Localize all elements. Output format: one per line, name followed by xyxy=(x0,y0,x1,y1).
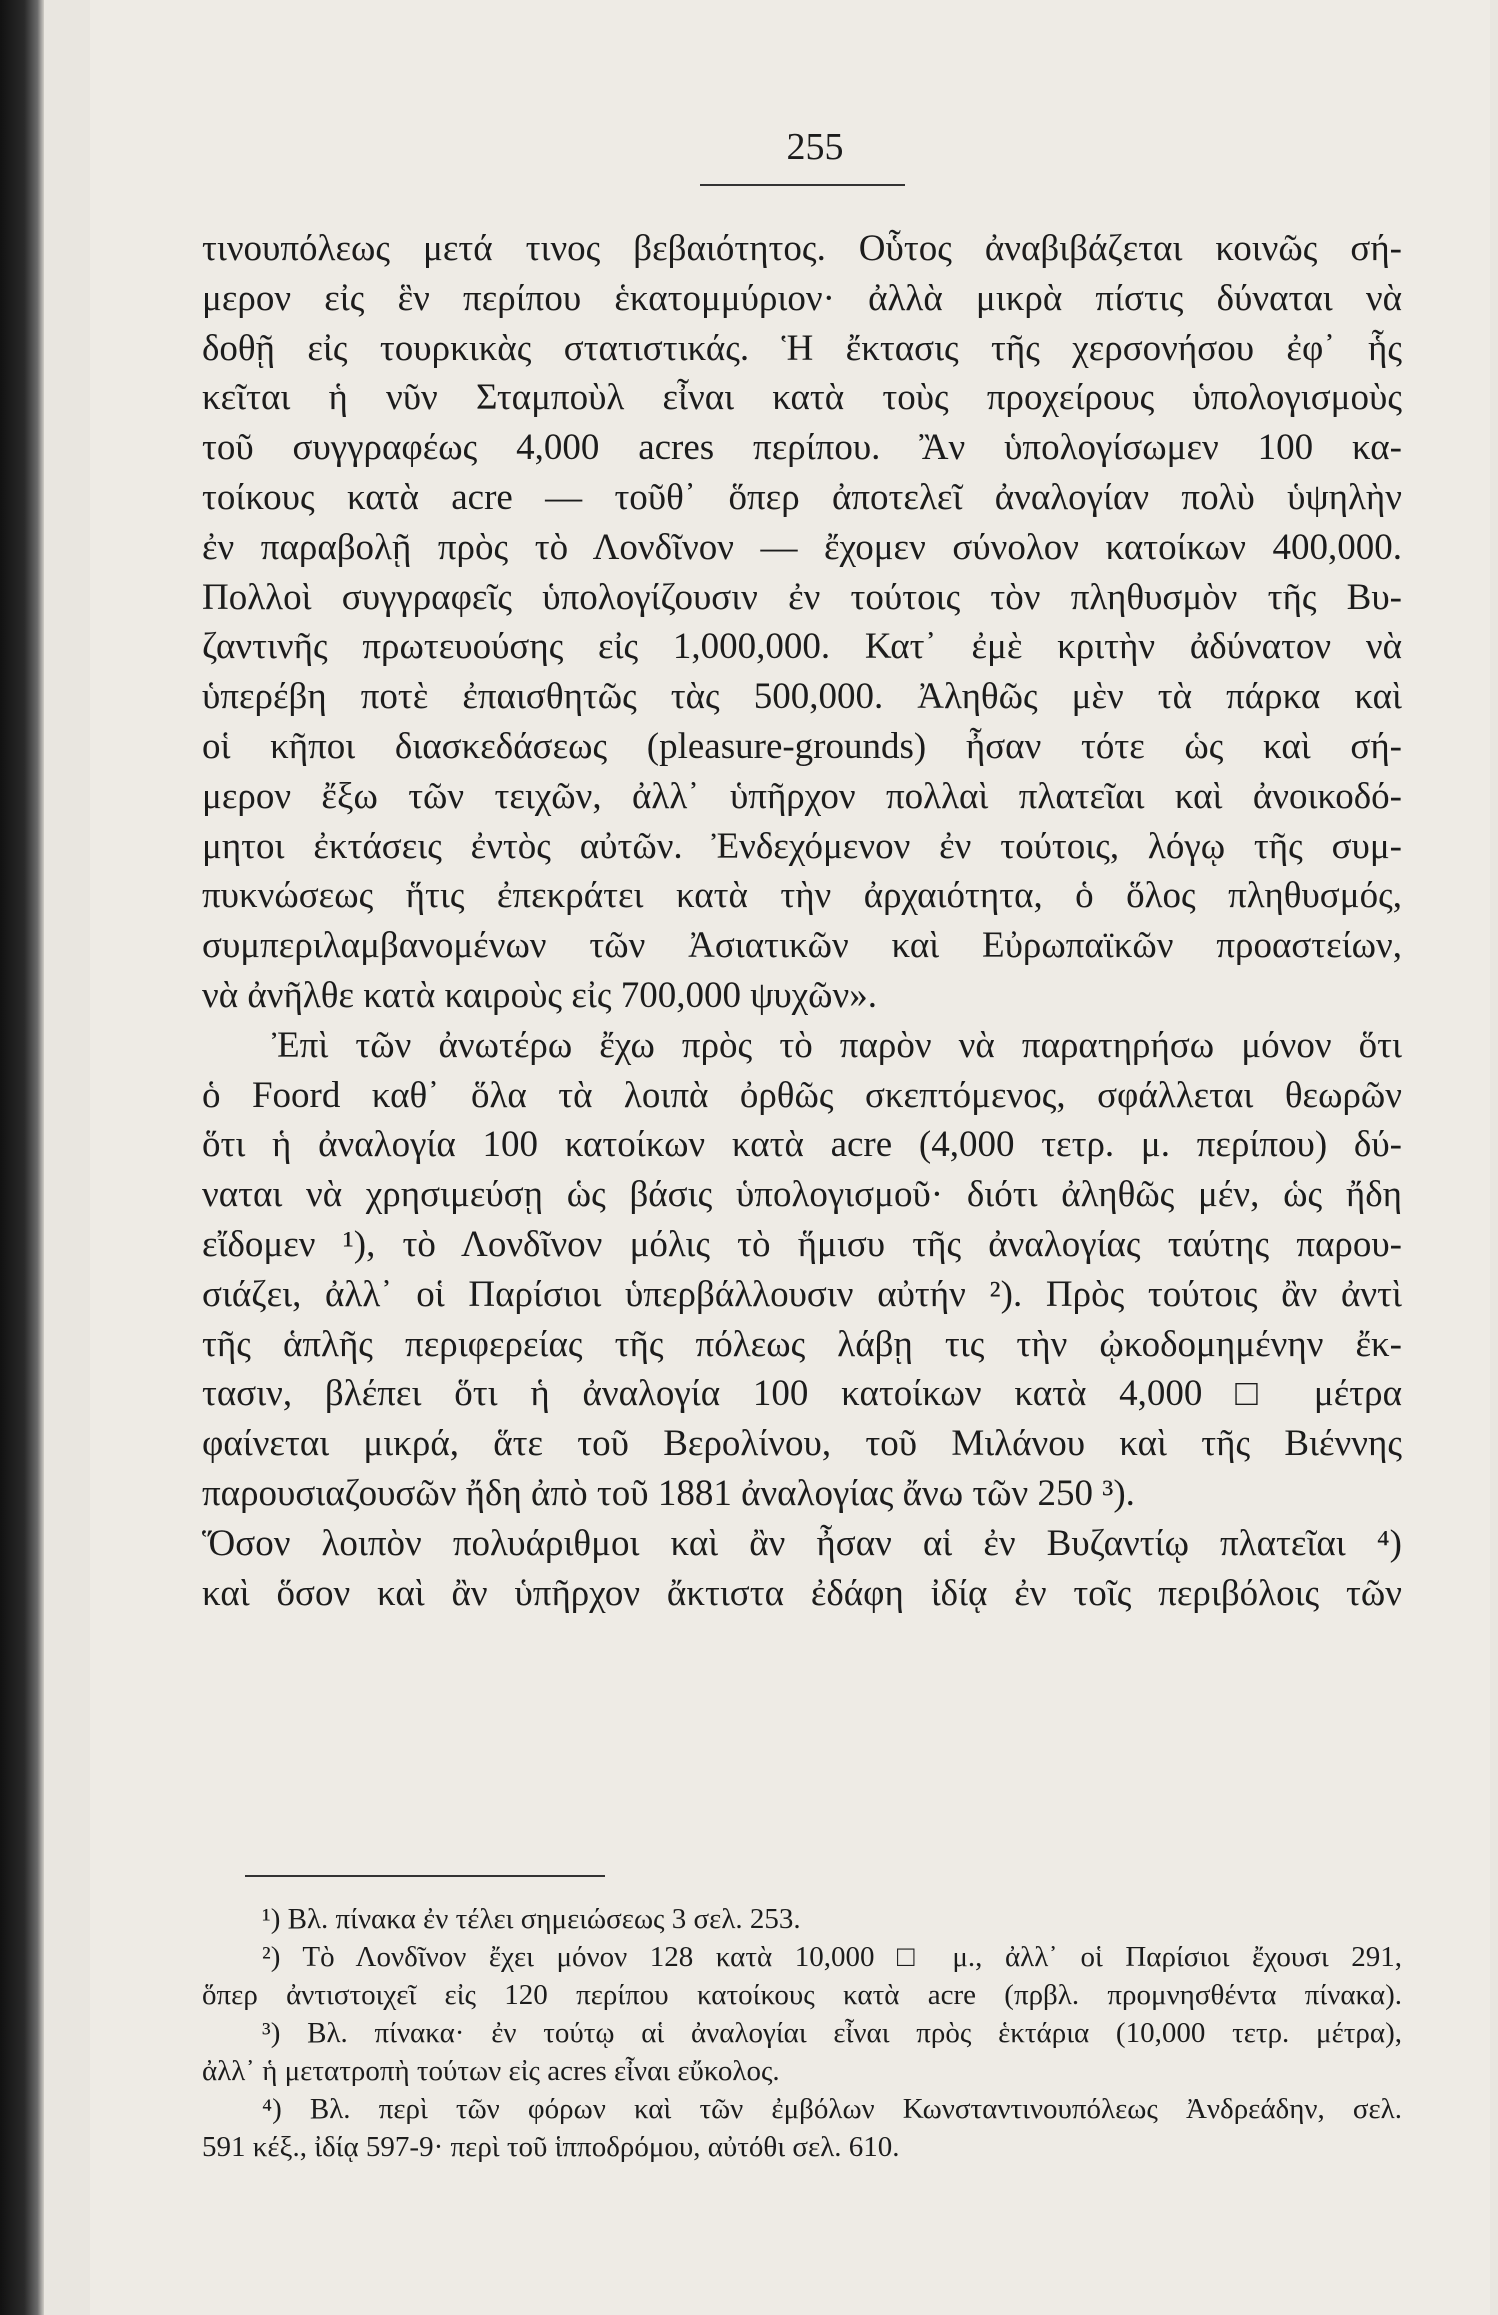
book-binding-edge xyxy=(0,0,44,2315)
text-line: τινουπόλεως μετά τινος βεβαιότητος. Οὗτος ἀναβιβάζεται κοινῶς σή- xyxy=(202,228,1402,269)
footnote-line: ²) Τὸ Λονδῖνον ἔχει μόνον 128 κατὰ 10,000 □ μ., ἀλλ᾽ οἱ Παρίσιοι ἔχουσι 291, xyxy=(262,1941,1402,1973)
text-line: καὶ ὅσον καὶ ἂν ὑπῆρχον ἄκτιστα ἐδάφη ἰδίᾳ ἐν τοῖς περιβόλοις τῶν xyxy=(202,1572,1402,1614)
text-line: τῆς ἁπλῆς περιφερείας τῆς πόλεως λάβῃ τις τὴν ᾠκοδομημένην ἔκ- xyxy=(202,1323,1402,1365)
text-line: φαίνεται μικρά, ἅτε τοῦ Βερολίνου, τοῦ Μιλάνου καὶ τῆς Βιέννης xyxy=(202,1423,1402,1465)
footnote-line: ³) Βλ. πίνακα· ἐν τούτῳ αἱ ἀναλογίαι εἶναι πρὸς ἑκτάρια (10,000 τετρ. μέτρα), xyxy=(262,2017,1402,2049)
text-line: παρουσιαζουσῶν ἤδη ἀπὸ τοῦ 1881 ἀναλογίας ἄνω τῶν 250 ³). xyxy=(202,1472,1135,1514)
text-line: οἱ κῆποι διασκεδάσεως (pleasure-grounds) ἦσαν τότε ὡς καὶ σή- xyxy=(202,725,1402,767)
text-line: κεῖται ἡ νῦν Σταμποὺλ εἶναι κατὰ τοὺς προχείρους ὑπολογισμοὺς xyxy=(202,377,1402,419)
header-rule xyxy=(700,184,905,186)
text-line: δοθῇ εἰς τουρκικὰς στατιστικάς. Ἡ ἔκτασις τῆς χερσονήσου ἐφ᾽ ἧς xyxy=(202,327,1402,369)
footnote-line: 591 κέξ., ἰδίᾳ 597-9· περὶ τοῦ ἱπποδρόμου, αὐτόθι σελ. 610. xyxy=(202,2131,900,2163)
text-line: Πολλοὶ συγγραφεῖς ὑπολογίζουσιν ἐν τούτοις τὸν πληθυσμὸν τῆς Βυ- xyxy=(202,576,1402,618)
footnote-line: ⁴) Βλ. περὶ τῶν φόρων καὶ τῶν ἐμβόλων Κωνσταντινουπόλεως Ἀνδρεάδην, σελ. xyxy=(262,2093,1402,2125)
text-line: ὑπερέβη ποτὲ ἐπαισθητῶς τὰς 500,000. Ἀληθῶς μὲν τὰ πάρκα καὶ xyxy=(202,676,1402,718)
text-line: νὰ ἀνῆλθε κατὰ καιροὺς εἰς 700,000 ψυχῶν». xyxy=(202,974,877,1016)
text-line: ὁ Foord καθ᾽ ὅλα τὰ λοιπὰ ὀρθῶς σκεπτόμενος, σφάλλεται θεωρῶν xyxy=(202,1074,1402,1116)
text-line: εἴδομεν ¹), τὸ Λονδῖνον μόλις τὸ ἥμισυ τῆς ἀναλογίας ταύτης παρου- xyxy=(202,1223,1402,1265)
text-line: Ὅσον λοιπὸν πολυάριθμοι καὶ ἂν ἦσαν αἱ ἐν Βυζαντίῳ πλατεῖαι ⁴) xyxy=(202,1522,1402,1564)
text-line: σιάζει, ἀλλ᾽ οἱ Παρίσιοι ὑπερβάλλουσιν αὐτήν ²). Πρὸς τούτοις ἂν ἀντὶ xyxy=(202,1273,1402,1315)
text-line: τασιν, βλέπει ὅτι ἡ ἀναλογία 100 κατοίκων κατὰ 4,000 □ μέτρα xyxy=(202,1373,1402,1415)
text-line: ναται νὰ χρησιμεύσῃ ὡς βάσις ὑπολογισμοῦ· διότι ἀληθῶς μέν, ὡς ἤδη xyxy=(202,1174,1402,1216)
text-line: ἐν παραβολῇ πρὸς τὸ Λονδῖνον — ἔχομεν σύνολον κατοίκων 400,000. xyxy=(202,526,1402,568)
footnote-rule xyxy=(245,1875,605,1877)
footnote-line: ¹) Βλ. πίνακα ἐν τέλει σημειώσεως 3 σελ. 253. xyxy=(262,1903,801,1935)
text-line: συμπεριλαμβανομένων τῶν Ἀσιατικῶν καὶ Εὐρωπαϊκῶν προαστείων, xyxy=(202,925,1402,967)
footnote-line: ἀλλ᾽ ἡ μετατροπὴ τούτων εἰς acres εἶναι εὔκολος. xyxy=(202,2055,780,2087)
text-line: τοῦ συγγραφέως 4,000 acres περίπου. Ἂν ὑπολογίσωμεν 100 κα- xyxy=(202,427,1402,469)
text-line: ὅτι ἡ ἀναλογία 100 κατοίκων κατὰ acre (4,000 τετρ. μ. περίπου) δύ- xyxy=(202,1124,1402,1166)
text-line: τοίκους κατὰ acre — τοῦθ᾽ ὅπερ ἀποτελεῖ ἀναλογίαν πολὺ ὑψηλὴν xyxy=(202,476,1402,518)
text-line: πυκνώσεως ἥτις ἐπεκράτει κατὰ τὴν ἀρχαιότητα, ὁ ὅλος πληθυσμός, xyxy=(202,875,1402,917)
main-text xyxy=(202,224,1402,1618)
page-number: 255 xyxy=(786,126,844,168)
text-line: μερον ἔξω τῶν τειχῶν, ἀλλ᾽ ὑπῆρχον πολλαὶ πλατεῖαι καὶ ἀνοικοδό- xyxy=(202,775,1402,817)
footnotes xyxy=(202,1900,1402,2166)
text-line: μερον εἰς ἓν περίπου ἑκατομμύριον· ἀλλὰ μικρὰ πίστις δύναται νὰ xyxy=(202,277,1402,319)
text-line: μητοι ἐκτάσεις ἐντὸς αὐτῶν. Ἐνδεχόμενον ἐν τούτοις, λόγῳ τῆς συμ- xyxy=(202,825,1402,867)
text-line: ζαντινῆς πρωτευούσης εἰς 1,000,000. Κατ᾽ ἐμὲ κριτὴν ἀδύνατον νὰ xyxy=(202,626,1402,668)
footnote-line: ὅπερ ἀντιστοιχεῖ εἰς 120 περίπου κατοίκους κατὰ acre (πρβλ. προμνησθέντα πίνακα). xyxy=(202,1979,1402,2011)
book-page xyxy=(90,0,1490,2315)
paragraph-start-line: Ἐπὶ τῶν ἀνωτέρω ἔχω πρὸς τὸ παρὸν νὰ παρατηρήσω μόνον ὅτι xyxy=(272,1024,1402,1066)
